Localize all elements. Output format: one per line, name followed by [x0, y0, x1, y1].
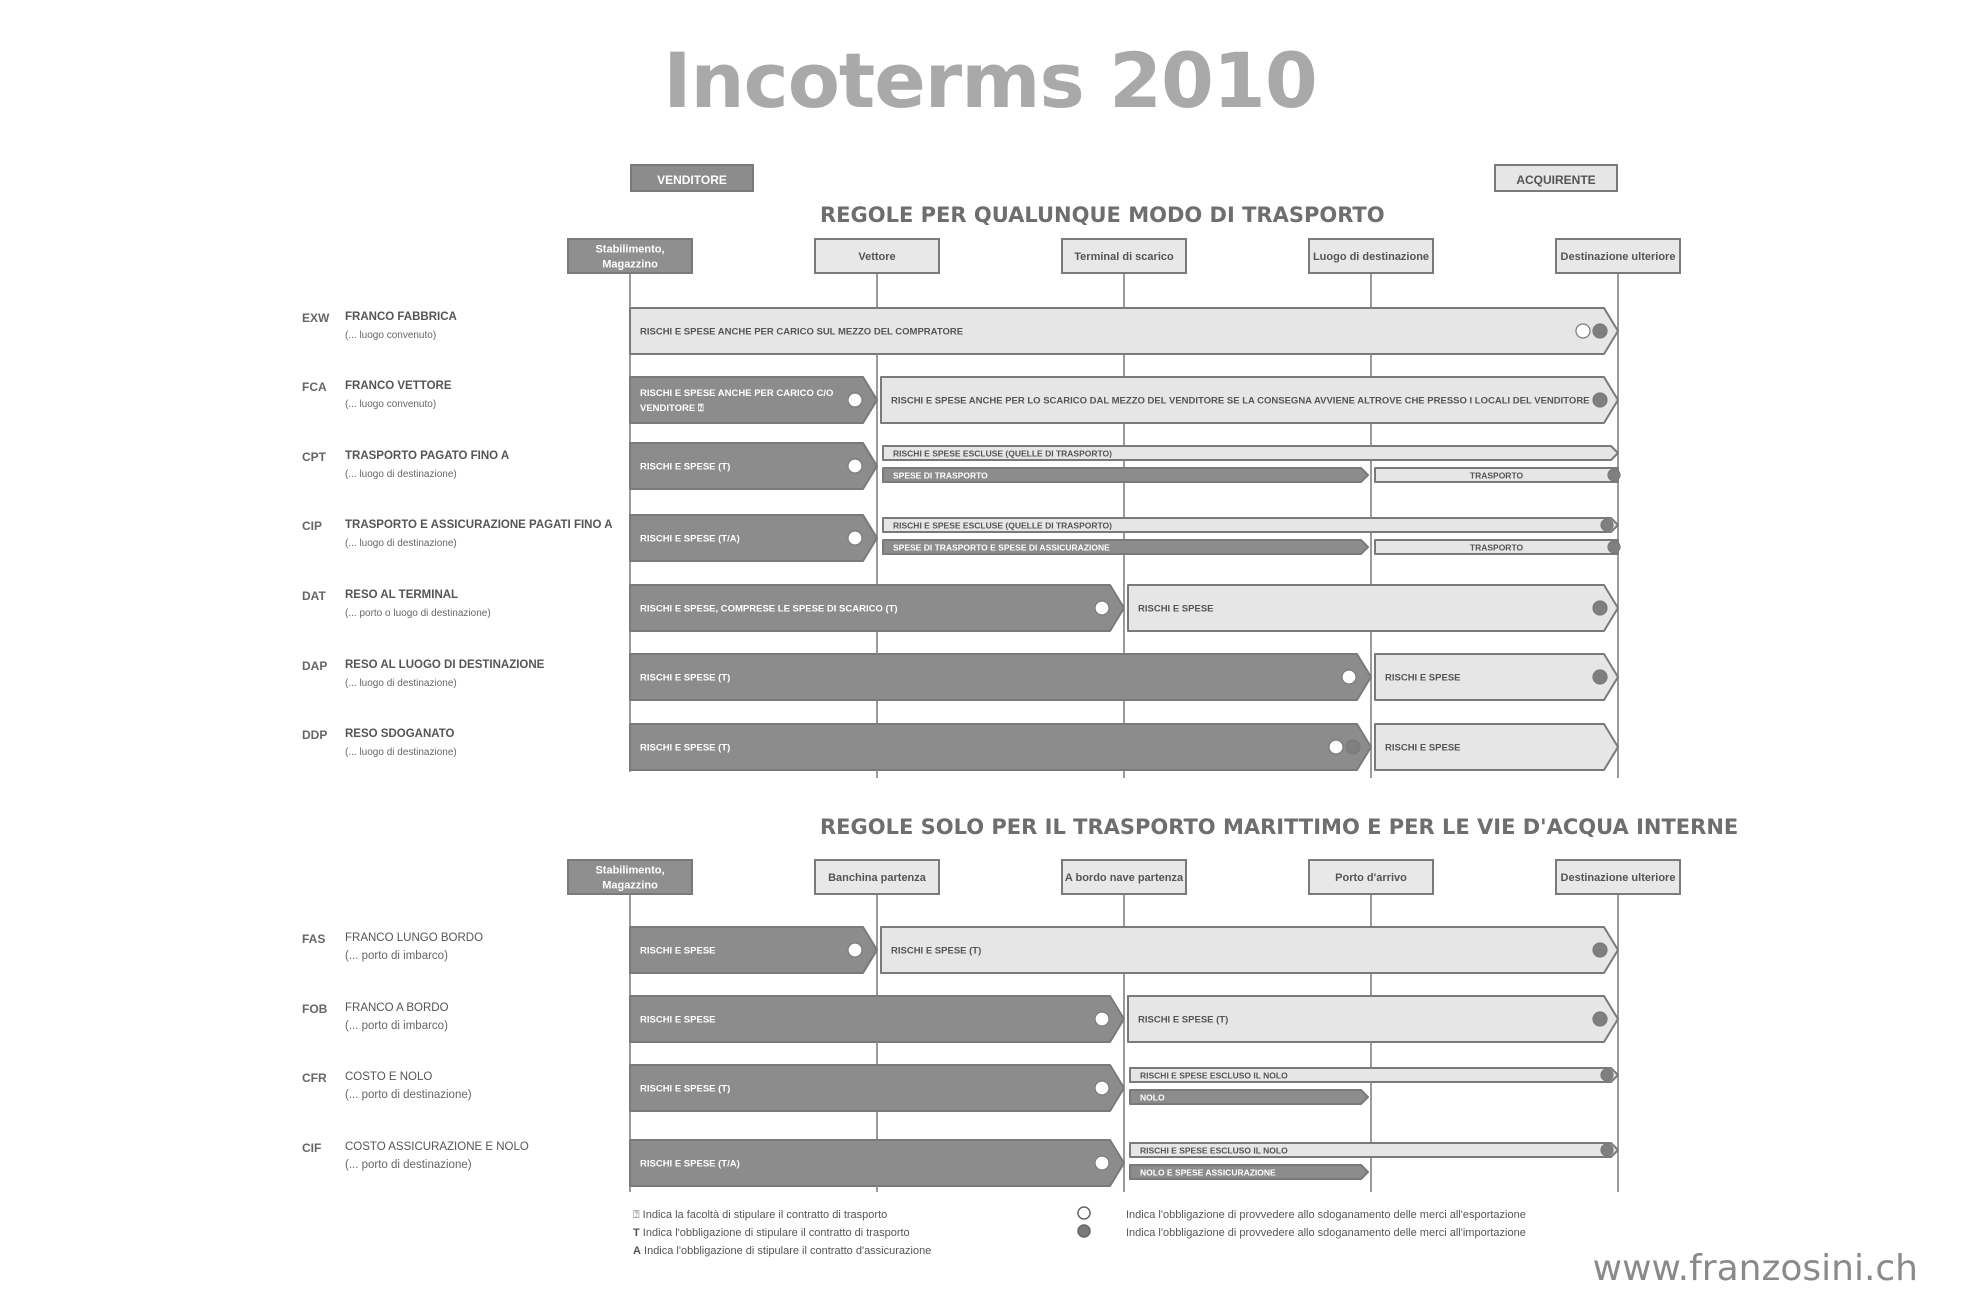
bar-label-cpt: RISCHI E SPESE ESCLUSE (QUELLE DI TRASPORTO) — [893, 448, 1112, 459]
bar-label-fob: RISCHI E SPESE (T) — [1138, 1014, 1229, 1026]
term-code-cfr: CFR — [302, 1071, 327, 1085]
term-place-cpt: (... luogo di destinazione) — [345, 469, 457, 480]
term-name-fas: FRANCO LUNGO BORDO — [345, 932, 484, 944]
term-name-ddp: RESO SDOGANATO — [345, 728, 455, 740]
term-code-cip: CIP — [302, 519, 323, 533]
term-place-fca: (... luogo convenuto) — [345, 399, 437, 410]
legend-import-circle-icon — [1078, 1225, 1090, 1237]
section1-point-label: Luogo di destinazione — [1312, 251, 1430, 263]
term-name-cip: TRASPORTO E ASSICURAZIONE PAGATI FINO A — [345, 519, 613, 531]
term-place-fas: (... porto di imbarco) — [345, 950, 448, 962]
arrow-bar-cfr — [1130, 1090, 1368, 1104]
legend-item-export-clearance — [1126, 1209, 1526, 1221]
legend-item-carriage-option — [633, 1209, 887, 1222]
legend-symbol-a: A — [633, 1245, 641, 1257]
bar-label-cif: RISCHI E SPESE ESCLUSO IL NOLO — [1140, 1145, 1288, 1156]
legend-symbol-t: T — [633, 1227, 640, 1239]
export-clearance-icon — [848, 531, 862, 545]
bar-label-cpt: TRASPORTO — [1469, 470, 1524, 481]
export-clearance-icon — [848, 943, 862, 957]
import-clearance-icon — [1593, 1012, 1607, 1026]
bar-label-cpt: RISCHI E SPESE (T) — [640, 461, 731, 473]
export-clearance-icon — [1329, 740, 1343, 754]
export-clearance-icon — [1576, 324, 1590, 338]
term-place-exw: (... luogo convenuto) — [345, 330, 437, 341]
term-code-cif: CIF — [302, 1141, 322, 1155]
import-clearance-icon — [1593, 670, 1607, 684]
term-name-dat: RESO AL TERMINAL — [345, 589, 459, 601]
term-place-cfr: (... porto di destinazione) — [345, 1089, 472, 1101]
term-place-dat: (... porto o luogo di destinazione) — [345, 608, 491, 619]
bar-label-dap: RISCHI E SPESE (T) — [640, 672, 731, 684]
term-code-fas: FAS — [302, 932, 326, 946]
bar-label-cfr: RISCHI E SPESE (T) — [640, 1083, 731, 1095]
section1-title: REGOLE PER QUALUNQUE MODO DI TRASPORTO — [820, 203, 1385, 227]
section2-point-label: Destinazione ulteriore — [1560, 872, 1676, 884]
legend-text: Indica la facoltà di stipulare il contratto di trasporto — [642, 1209, 888, 1221]
term-code-exw: EXW — [302, 311, 330, 325]
import-clearance-icon — [1593, 943, 1607, 957]
term-code-fca: FCA — [302, 380, 327, 394]
legend-item-carriage-obligation — [633, 1227, 910, 1239]
section1-point-label: Vettore — [858, 251, 896, 263]
section2-point-label: Porto d'arrivo — [1335, 872, 1407, 884]
bar-label-cip: TRASPORTO — [1469, 542, 1524, 553]
section1-point-label: Magazzino — [602, 258, 658, 271]
term-code-fob: FOB — [302, 1002, 328, 1016]
term-name-cif: COSTO ASSICURAZIONE E NOLO — [345, 1141, 529, 1153]
import-clearance-icon — [1601, 519, 1613, 531]
export-clearance-icon — [1095, 1156, 1109, 1170]
page-title: Incoterms 2010 — [663, 36, 1317, 125]
export-clearance-icon — [1342, 670, 1356, 684]
term-place-dap: (... luogo di destinazione) — [345, 678, 457, 689]
import-clearance-icon — [1593, 393, 1607, 407]
term-name-dap: RESO AL LUOGO DI DESTINAZIONE — [345, 659, 545, 671]
term-code-ddp: DDP — [302, 728, 328, 742]
import-clearance-icon — [1346, 740, 1360, 754]
import-clearance-icon — [1601, 1144, 1613, 1156]
import-clearance-icon — [1608, 541, 1620, 553]
section1-point-label: Terminal di scarico — [1074, 251, 1174, 263]
section1-point-label: Destinazione ulteriore — [1560, 251, 1676, 263]
arrow-bar-ddp — [630, 724, 1371, 770]
term-code-cpt: CPT — [302, 450, 326, 464]
section2-point-label: Magazzino — [602, 879, 658, 892]
section2-point-label: A bordo nave partenza — [1064, 872, 1184, 884]
arrow-bar-fca — [630, 377, 877, 423]
bar-label-cif: NOLO E SPESE ASSICURAZIONE — [1140, 1167, 1276, 1178]
bar-label-dap: RISCHI E SPESE — [1385, 672, 1461, 684]
bar-label-ddp: RISCHI E SPESE (T) — [640, 742, 731, 754]
bar-label-ddp: RISCHI E SPESE — [1385, 742, 1461, 754]
term-name-fca: FRANCO VETTORE — [345, 380, 452, 392]
bar-label-cpt: SPESE DI TRASPORTO — [893, 470, 988, 481]
bar-label-fas: RISCHI E SPESE (T) — [891, 945, 982, 957]
legend-text: Indica l'obbligazione di provvedere allo sdoganamento delle merci all'esportazione — [1126, 1209, 1526, 1221]
term-name-cfr: COSTO E NOLO — [345, 1071, 433, 1083]
bar-label-cip: RISCHI E SPESE ESCLUSE (QUELLE DI TRASPORTO) — [893, 520, 1112, 531]
bar-label-fca: RISCHI E SPESE ANCHE PER CARICO C/O — [640, 388, 834, 399]
import-clearance-icon — [1593, 601, 1607, 615]
legend-item-insurance-obligation — [633, 1245, 931, 1257]
website-url: www.franzosini.ch — [1592, 1248, 1918, 1289]
term-name-cpt: TRASPORTO PAGATO FINO A — [345, 450, 510, 462]
term-name-fob: FRANCO A BORDO — [345, 1002, 449, 1014]
export-clearance-icon — [848, 459, 862, 473]
legend-text: Indica l'obbligazione di stipulare il contratto di trasporto — [642, 1227, 910, 1239]
term-place-cip: (... luogo di destinazione) — [345, 538, 457, 549]
term-name-exw: FRANCO FABBRICA — [345, 311, 457, 323]
bar-label-cip: RISCHI E SPESE (T/A) — [640, 533, 740, 545]
term-place-cif: (... porto di destinazione) — [345, 1159, 472, 1171]
legend-text: Indica l'obbligazione di stipulare il contratto d'assicurazione — [644, 1245, 932, 1257]
legend-export-circle-icon — [1078, 1207, 1090, 1219]
seller-label: VENDITORE — [630, 164, 754, 192]
bar-label-dat: RISCHI E SPESE, COMPRESE LE SPESE DI SCARICO (T) — [640, 603, 898, 615]
section1-point-label: Stabilimento, — [595, 243, 665, 256]
bar-label-cfr: NOLO — [1140, 1092, 1165, 1103]
bar-label-exw: RISCHI E SPESE ANCHE PER CARICO SUL MEZZO DEL COMPRATORE — [640, 326, 964, 338]
legend-text: Indica l'obbligazione di provvedere allo sdoganamento delle merci all'importazione — [1126, 1227, 1526, 1239]
bar-label-fob: RISCHI E SPESE — [640, 1014, 716, 1026]
legend-symbol-option: ⍰ — [633, 1209, 640, 1221]
export-clearance-icon — [1095, 1012, 1109, 1026]
section2-point-label: Stabilimento, — [595, 864, 665, 877]
section2-point-label: Banchina partenza — [828, 872, 926, 884]
bar-label-fas: RISCHI E SPESE — [640, 945, 716, 957]
legend-item-import-clearance — [1126, 1227, 1526, 1239]
section2-title: REGOLE SOLO PER IL TRASPORTO MARITTIMO E PER LE VIE D'ACQUA INTERNE — [820, 815, 1739, 839]
bar-label-dat: RISCHI E SPESE — [1138, 603, 1214, 615]
term-place-ddp: (... luogo di destinazione) — [345, 747, 457, 758]
export-clearance-icon — [848, 393, 862, 407]
term-code-dap: DAP — [302, 659, 328, 673]
export-clearance-icon — [1095, 601, 1109, 615]
buyer-label: ACQUIRENTE — [1494, 164, 1618, 192]
import-clearance-icon — [1601, 1069, 1613, 1081]
import-clearance-icon — [1608, 469, 1620, 481]
bar-label-cfr: RISCHI E SPESE ESCLUSO IL NOLO — [1140, 1070, 1288, 1081]
arrow-bar-dap — [630, 654, 1371, 700]
term-code-dat: DAT — [302, 589, 326, 603]
arrow-bar-fas — [881, 927, 1618, 973]
term-place-fob: (... porto di imbarco) — [345, 1020, 448, 1032]
bar-label-cif: RISCHI E SPESE (T/A) — [640, 1158, 740, 1170]
bar-label-fca: VENDITORE ⍰ — [640, 403, 704, 414]
bar-label-fca: RISCHI E SPESE ANCHE PER LO SCARICO DAL MEZZO DEL VENDITORE SE LA CONSEGNA AVVIENE ALTROVE CHE PRESSO I LOCALI DEL VENDITORE — [891, 395, 1590, 407]
export-clearance-icon — [1095, 1081, 1109, 1095]
bar-label-cip: SPESE DI TRASPORTO E SPESE DI ASSICURAZIONE — [893, 542, 1110, 553]
import-clearance-icon — [1593, 324, 1607, 338]
